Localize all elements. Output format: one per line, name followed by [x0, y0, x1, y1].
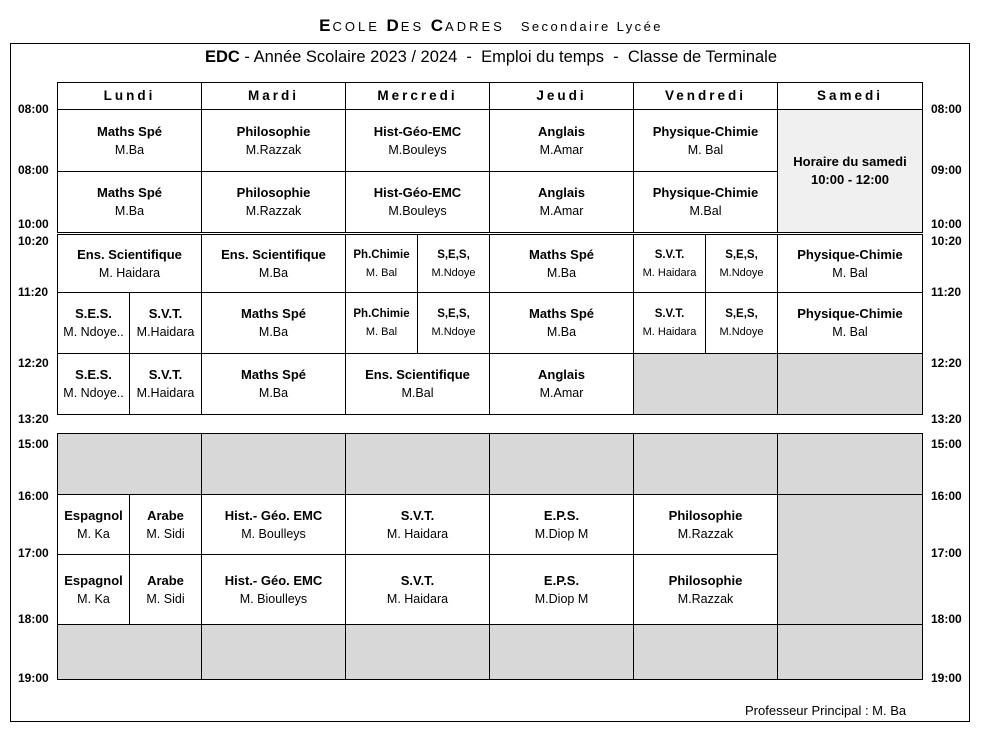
saturday-note-title: Horaire du samedi [793, 154, 907, 169]
teacher-label: M.Bouleys [388, 204, 447, 218]
teacher-label: M.Razzak [677, 526, 734, 541]
teacher-label: M. Sidi [146, 526, 185, 541]
day-header [489, 82, 634, 110]
subject-label: Philosophie [668, 507, 743, 523]
subject-label: Maths Spé [240, 306, 306, 321]
header-separator: - [457, 48, 482, 66]
teacher-label: M.Ba [258, 265, 289, 280]
teacher-label: M. Bal [832, 265, 868, 280]
subject-label: S,E,S, [437, 308, 470, 320]
subject-label: S,E,S, [725, 308, 758, 320]
time-label: 08:00 [18, 163, 49, 177]
teacher-label: M.Ba [258, 325, 289, 339]
time-label: 08:00 [18, 102, 49, 116]
teacher-label: M.Amar [539, 386, 584, 400]
subject-label: Anglais [538, 123, 585, 139]
lesson-cell [57, 554, 130, 625]
subject-label: E.P.S. [543, 572, 580, 588]
teacher-label: M. Ka [77, 526, 110, 541]
day-label: Jeudi [536, 88, 587, 103]
time-label: 08:00 [931, 102, 962, 116]
empty-slot [57, 624, 202, 680]
school-subtitle: Secondaire Lycée [520, 19, 663, 34]
lesson-cell [633, 171, 778, 233]
lesson-cell [345, 109, 490, 172]
empty-slot [489, 624, 634, 680]
time-label: 09:00 [931, 163, 962, 177]
subject-label: Ens. Scientifique [365, 367, 470, 382]
teacher-label: M.Bal [689, 204, 722, 218]
lesson-cell [345, 554, 490, 625]
lesson-cell [201, 554, 346, 625]
subject-label: S.V.T. [654, 248, 685, 261]
subject-label: S.V.T. [400, 572, 435, 588]
teacher-label: M.Haidara [136, 386, 195, 400]
lesson-cell [633, 292, 706, 354]
empty-slot [57, 433, 202, 495]
lesson-cell [777, 234, 923, 293]
subject-label: Arabe [147, 507, 184, 523]
lesson-cell [201, 171, 346, 233]
subject-label: Ens. Scientifique [221, 246, 326, 262]
saturday-note-hours: 10:00 - 12:00 [810, 172, 890, 187]
time-label: 13:20 [931, 412, 962, 426]
teacher-label: M.Ba [546, 325, 577, 339]
teacher-label: M.Diop M [534, 526, 589, 541]
timetable-header [0, 48, 982, 67]
school-name [0, 16, 982, 36]
subject-label: Maths Spé [96, 123, 162, 139]
subject-label: Philosophie [668, 572, 743, 588]
lesson-cell [57, 353, 130, 415]
time-label: 12:20 [931, 356, 962, 370]
teacher-label: M. Ka [77, 591, 110, 606]
day-header [57, 82, 202, 110]
lesson-cell [705, 234, 778, 293]
lesson-cell [201, 292, 346, 354]
header-kind: Emploi du temps [481, 48, 604, 66]
subject-label: S.V.T. [148, 306, 183, 321]
lesson-cell [345, 171, 490, 233]
time-label: 18:00 [18, 612, 49, 626]
time-label: 17:00 [18, 546, 49, 560]
teacher-label: M. Bal [832, 325, 868, 339]
header-brand: EDC [204, 48, 240, 66]
teacher-label: M.Diop M [534, 591, 589, 606]
school-initial-2: D [386, 16, 401, 35]
teacher-label: M.Razzak [677, 591, 734, 606]
empty-slot [633, 353, 778, 415]
time-label: 17:00 [931, 546, 962, 560]
teacher-label: M. Sidi [146, 591, 185, 606]
time-label: 13:20 [18, 412, 49, 426]
empty-slot [345, 624, 490, 680]
day-header [633, 82, 778, 110]
subject-label: E.P.S. [543, 507, 580, 523]
lesson-cell [129, 292, 202, 354]
header-class: Classe de Terminale [627, 48, 778, 66]
school-initial-1: E [319, 16, 333, 35]
teacher-label: M. Haidara [386, 526, 449, 541]
subject-label: S.E.S. [75, 367, 112, 382]
subject-label: Ens. Scientifique [77, 246, 182, 262]
empty-slot [201, 624, 346, 680]
subject-label: Espagnol [64, 572, 123, 588]
lesson-cell [489, 292, 634, 354]
subject-label: Ph.Chimie [353, 248, 410, 261]
empty-slot [201, 433, 346, 495]
lesson-cell [345, 234, 418, 293]
day-label: Mercredi [377, 88, 458, 103]
teacher-label: M.Razzak [245, 142, 302, 157]
subject-label: Maths Spé [96, 185, 162, 200]
teacher-label: M.Amar [539, 204, 584, 218]
lesson-cell [57, 171, 202, 233]
lesson-cell [489, 353, 634, 415]
empty-slot [777, 433, 923, 495]
empty-slot [633, 433, 778, 495]
lesson-cell [345, 292, 418, 354]
lesson-cell [57, 109, 202, 172]
lesson-cell [489, 234, 634, 293]
lesson-cell [57, 494, 130, 555]
subject-label: Hist.- Géo. EMC [224, 572, 323, 588]
teacher-label: M.Amar [539, 142, 584, 157]
school-word-3: ADRES [445, 19, 505, 34]
empty-slot [777, 494, 923, 625]
teacher-label: M. Haidara [642, 266, 697, 279]
teacher-label: M. Boulleys [241, 526, 306, 541]
header-separator: - [603, 48, 628, 66]
lesson-cell [417, 234, 490, 293]
lesson-cell [633, 494, 778, 555]
teacher-label: M.Ndoye [719, 266, 764, 279]
lesson-cell [201, 494, 346, 555]
lesson-cell [489, 494, 634, 555]
subject-label: S.V.T. [148, 367, 183, 382]
time-label: 10:00 [18, 217, 49, 231]
subject-label: Physique-Chimie [652, 185, 759, 200]
subject-label: Anglais [538, 367, 585, 382]
subject-label: Anglais [538, 185, 585, 200]
teacher-label: M.Ndoye [431, 266, 476, 279]
day-header [201, 82, 346, 110]
teacher-label: M. Bioulleys [239, 591, 308, 606]
day-label: Lundi [103, 88, 156, 103]
lesson-cell [345, 494, 490, 555]
lesson-cell [489, 109, 634, 172]
subject-label: Philosophie [236, 185, 311, 200]
header-separator: - [239, 48, 254, 66]
teacher-label: M.Ba [114, 204, 145, 218]
teacher-label: M. Bal [365, 266, 398, 279]
time-label: 10:20 [18, 234, 49, 248]
subject-label: Physique-Chimie [652, 123, 759, 139]
teacher-label: M. Bal [687, 142, 724, 157]
empty-slot [633, 624, 778, 680]
lesson-cell [129, 353, 202, 415]
subject-label: Maths Spé [240, 367, 306, 382]
day-header [345, 82, 490, 110]
time-label: 10:20 [931, 234, 962, 248]
subject-label: Physique-Chimie [797, 306, 903, 321]
subject-label: Hist-Géo-EMC [373, 185, 462, 200]
teacher-label: M.Razzak [245, 204, 302, 218]
subject-label: Maths Spé [528, 306, 594, 321]
subject-label: S.V.T. [654, 308, 685, 320]
teacher-label: M. Bal [365, 326, 398, 338]
time-label: 15:00 [931, 437, 962, 451]
empty-slot [345, 433, 490, 495]
saturday-note [777, 109, 923, 233]
lesson-cell [129, 554, 202, 625]
time-label: 19:00 [18, 671, 49, 685]
header-year: Année Scolaire 2023 / 2024 [253, 48, 458, 66]
empty-slot [777, 624, 923, 680]
time-label: 10:00 [931, 217, 962, 231]
school-initial-3: C [430, 16, 446, 35]
school-word-1: COLE [332, 19, 380, 34]
subject-label: Hist-Géo-EMC [373, 123, 462, 139]
subject-label: Hist.- Géo. EMC [224, 507, 323, 523]
principal-teacher: Professeur Principal : M. Ba [745, 703, 907, 718]
lesson-cell [417, 292, 490, 354]
time-label: 12:20 [18, 356, 49, 370]
teacher-label: M.Ba [258, 386, 289, 400]
time-label: 11:20 [931, 285, 962, 299]
teacher-label: M. Haidara [98, 265, 161, 280]
lesson-cell [57, 292, 130, 354]
lesson-cell [633, 109, 778, 172]
teacher-label: M.Ndoye [719, 326, 764, 338]
time-label: 18:00 [931, 612, 962, 626]
subject-label: S,E,S, [437, 248, 470, 261]
teacher-label: M. Haidara [386, 591, 449, 606]
lesson-cell [201, 353, 346, 415]
empty-slot [489, 433, 634, 495]
subject-label: Ph.Chimie [353, 308, 410, 320]
lesson-cell [489, 171, 634, 233]
subject-label: S.E.S. [75, 306, 112, 321]
lesson-cell [201, 109, 346, 172]
subject-label: Physique-Chimie [797, 246, 903, 262]
teacher-label: M. Ndoye.. [63, 386, 124, 400]
lesson-cell [201, 234, 346, 293]
time-label: 16:00 [931, 489, 962, 503]
lesson-cell [129, 494, 202, 555]
teacher-label: M. Ndoye.. [63, 325, 124, 339]
subject-label: Espagnol [64, 507, 123, 523]
teacher-label: M.Ba [546, 265, 577, 280]
day-label: Vendredi [664, 88, 747, 103]
subject-label: S.V.T. [400, 507, 435, 523]
day-header [777, 82, 923, 110]
teacher-label: M.Bouleys [388, 142, 447, 157]
lesson-cell [633, 554, 778, 625]
teacher-label: M.Ba [114, 142, 145, 157]
lesson-cell [705, 292, 778, 354]
school-word-2: ES [400, 19, 425, 34]
lesson-cell [345, 353, 490, 415]
empty-slot [777, 353, 923, 415]
lesson-cell [777, 292, 923, 354]
time-label: 11:20 [18, 285, 49, 299]
time-label: 19:00 [931, 671, 962, 685]
subject-label: Arabe [147, 572, 184, 588]
subject-label: Philosophie [236, 123, 311, 139]
day-label: Samedi [816, 88, 884, 103]
teacher-label: M.Haidara [136, 325, 195, 339]
day-label: Mardi [247, 88, 299, 103]
teacher-label: M.Ndoye [431, 326, 476, 338]
teacher-label: M. Haidara [642, 326, 697, 338]
subject-label: Maths Spé [528, 246, 594, 262]
lesson-cell [489, 554, 634, 625]
subject-label: S,E,S, [725, 248, 758, 261]
lesson-cell [633, 234, 706, 293]
teacher-label: M.Bal [401, 386, 434, 400]
time-label: 16:00 [18, 489, 49, 503]
lesson-cell [57, 234, 202, 293]
time-label: 15:00 [18, 437, 49, 451]
